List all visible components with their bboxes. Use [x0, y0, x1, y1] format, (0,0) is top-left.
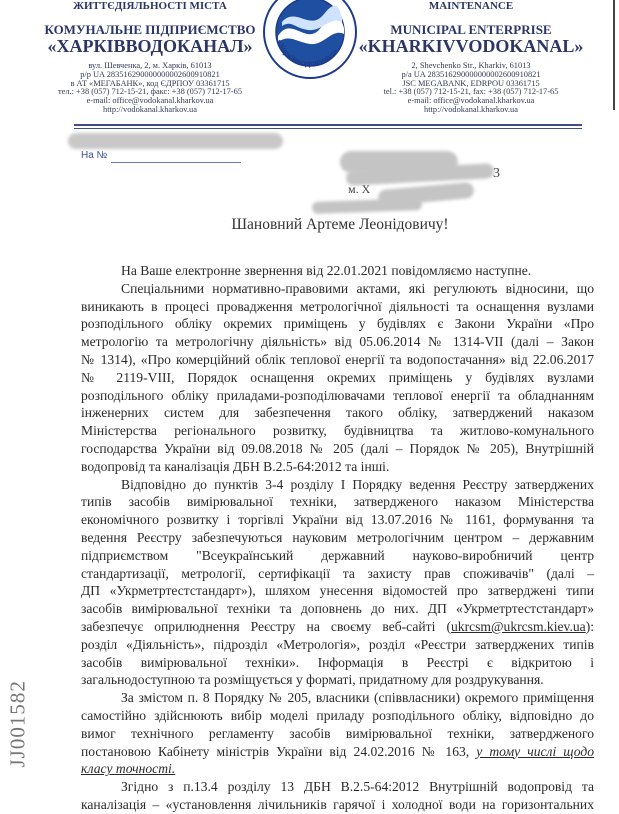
text-line	[81, 404, 594, 422]
text-line	[81, 262, 594, 280]
text-line	[81, 529, 594, 547]
text-line	[81, 511, 594, 529]
website-line: http://vodokanal.kharkov.ua	[424, 104, 518, 114]
text-line	[81, 618, 594, 636]
text-segment: економічного розвитку і торгівлі України від 13.07.2016 № 1161, формування та	[81, 512, 594, 528]
scan-edge	[613, 0, 615, 110]
text-segment: ):	[585, 618, 594, 634]
text-segment: розподільного обліку приладами-розподілювачами теплової енергії та обладнанням	[81, 387, 594, 403]
account-line: p/a UA 283516290000000002600910821	[401, 69, 541, 79]
text-segment: постановою Кабінету міністрів України від 24.02.2016 № 163,	[81, 743, 477, 759]
text-segment: засобів вимірювальної техніки». Інформація в Реєстрі є відкритою і	[81, 654, 594, 670]
email-line: e-mail: office@vodokanal.kharkov.ua	[407, 96, 535, 106]
org-subtitle: ЖИТТЄДІЯЛЬНОСТІ МІСТА	[73, 0, 227, 12]
text-segment: господарства України від 09.08.2018 № 205 (далі – Порядок № 205), Внутрішній	[81, 440, 594, 456]
text-segment: Міністерства регіонального розвитку, будівництва та житлово-комунального	[81, 423, 594, 439]
phone-line: tel.: +38 (057) 712-15-21, fax: +38 (057) 712-17-65	[383, 87, 559, 97]
text-line	[81, 493, 594, 511]
paragraph	[81, 778, 594, 814]
website-line: http://vodokanal.kharkov.ua	[103, 104, 197, 114]
text-line	[81, 582, 594, 600]
text-segment: Спеціальними нормативно-правовими актами, які регулюють відносини, що	[121, 280, 594, 296]
text-segment: Відповідно до пунктів 3-4 розділу І Порядку ведення Реєстру затверджених	[121, 476, 594, 492]
paragraph	[81, 689, 594, 778]
text-line	[81, 760, 594, 778]
text-line	[81, 298, 594, 316]
text-segment: № 1314), «Про комерційний облік теплової енергії та водопостачання» від 22.06.2017	[81, 351, 594, 367]
text-segment: вимог технічного регламенту засобів вимірювальної техніки, затвердженого	[81, 725, 594, 741]
org-type: КОМУНАЛЬНЕ ПІДПРИЄМСТВО	[44, 22, 256, 37]
text-line	[81, 458, 594, 476]
svg-text:«Харківводоканал»: «Харківводоканал»	[275, 38, 340, 69]
paragraph	[81, 476, 594, 690]
registration-number-stamp: JJ001582	[5, 680, 30, 768]
text-line	[81, 476, 594, 494]
text-line	[81, 440, 594, 458]
text-line	[81, 725, 594, 743]
text-segment: розподільного обліку окремих приміщень у будівлях є Закони України «Про	[81, 316, 594, 332]
text-segment: На Ваше електронне звернення від 22.01.2021 повідомляємо наступне.	[121, 263, 532, 278]
emphasized-text: у тому числі щодо	[476, 743, 594, 759]
text-line	[81, 778, 594, 796]
org-address	[25, 62, 275, 115]
header-divider-thin	[74, 128, 582, 129]
address-line: вул. Шевченка, 2, м. Харків, 61013	[88, 61, 212, 70]
org-name: «ХАРКІВВОДОКАНАЛ»	[47, 36, 253, 56]
emphasized-text: класу точності.	[81, 761, 176, 777]
text-segment: засобів вимірювальної техніки та доповнень до них. ДП «Укрметртестстандарт»	[81, 601, 594, 617]
text-segment: стандартизації, метрології, сертифікації та захисту прав споживачів" (далі –	[81, 565, 594, 581]
letterhead-ukrainian	[25, 0, 275, 115]
text-line	[81, 689, 594, 707]
text-line	[81, 369, 594, 387]
bank-line: в АТ «МЕГАБАНК», код ЄДРПОУ 03361715	[70, 78, 230, 88]
paragraph	[81, 280, 594, 476]
reference-label: На №	[81, 150, 108, 161]
registry-link[interactable]: ukrcsm@ukrcsm.kiev.ua	[450, 618, 586, 634]
text-segment: інженерних систем для забезпечення такого обліку, затверджений наказом	[81, 405, 594, 421]
text-segment: забезпечує оприлюднення Реєстру на своєму веб-сайті (	[81, 618, 451, 634]
text-segment: Згідно з п.13.4 розділу 13 ДБН В.2.5-64:2012 Внутрішній водопровід та	[121, 779, 594, 795]
text-line	[81, 671, 594, 689]
org-address-en	[346, 62, 596, 115]
text-line	[81, 565, 594, 583]
paragraph	[81, 262, 594, 280]
recipient-text-fragment: 3	[493, 166, 500, 181]
org-name-en: «KHARKIVVODOKANAL»	[358, 36, 584, 56]
text-segment: загальнодоступною та розміщується у форматі, придатному для роздрукування.	[81, 672, 544, 688]
text-line	[81, 547, 594, 565]
salutation: Шановний Артеме Леонідовичу!	[231, 216, 449, 233]
text-line	[81, 280, 594, 298]
reference-field-line	[111, 162, 241, 163]
text-line	[81, 422, 594, 440]
letterhead-english	[346, 0, 596, 115]
text-line	[81, 636, 594, 654]
text-segment: виникають в процесі провадження метрологічної діяльності та оснащення вузлами	[81, 298, 594, 314]
text-line	[81, 796, 594, 814]
org-type-en: MUNICIPAL ENTERPRISE	[390, 22, 552, 37]
bank-line: JSC MEGABANK, EDRPOU 03361715	[402, 78, 540, 88]
redacted-recipient	[312, 198, 422, 214]
text-line	[81, 387, 594, 405]
text-segment: самостійно здійснюють вибір моделі приладу розподільного обліку, відповідно до	[81, 707, 594, 723]
letter-body	[81, 262, 594, 814]
redacted-outgoing-number	[68, 133, 283, 149]
vodokanal-logo	[262, 0, 358, 80]
text-line	[81, 600, 594, 618]
header-divider	[74, 124, 582, 126]
address-line: 2, Shevchenko Str., Kharkiv, 61013	[411, 61, 531, 70]
text-segment: типів засобів вимірювальної техніки, затвердженого наказом Міністерства	[81, 494, 594, 510]
text-line	[81, 315, 594, 333]
text-segment: розділ «Діяльність», підрозділ «Метрологія», розділ «Реєстри затверджених типів	[81, 636, 594, 652]
text-line	[81, 351, 594, 369]
text-line	[81, 707, 594, 725]
text-line	[81, 654, 594, 672]
email-line: e-mail: office@vodokanal.kharkov.ua	[86, 96, 214, 106]
text-segment: № 2119-VIII, Порядок оснащення окремих приміщень у будівлях вузлами	[81, 369, 594, 385]
org-subtitle-en: MAINTENANCE	[428, 0, 514, 12]
recipient-city-fragment: м. Х	[348, 182, 371, 196]
text-segment: каналізація – «установлення лічильників гарячої і холодної води на горизонтальних	[81, 796, 594, 812]
text-segment: водопровід та каналізація ДБН В.2.5-64:2012 та інші.	[81, 458, 390, 474]
text-segment: За змістом п. 8 Порядку № 205, власники (співвласники) окремого приміщення	[121, 690, 594, 706]
text-line	[81, 743, 594, 761]
text-segment: підприємством "Всеукраїнський державний науково-виробничий центр	[81, 547, 594, 563]
text-segment: ДП «Укрметртестстандарт»), шляхом унесення відомостей про затверджені типи	[81, 583, 594, 599]
text-line	[81, 333, 594, 351]
text-segment: ведення Реєстру забезпечуються науковим метрологічним центром – державним	[81, 529, 594, 545]
phone-line: тел.: +38 (057) 712-15-21, факс: +38 (057) 712-17-65	[57, 87, 243, 97]
account-line: р/р UA 283516290000000002600910821	[80, 69, 220, 79]
text-segment: метрологію та метрологічну діяльність» від 05.06.2014 № 1314-VII (далі – Закон	[81, 334, 594, 350]
